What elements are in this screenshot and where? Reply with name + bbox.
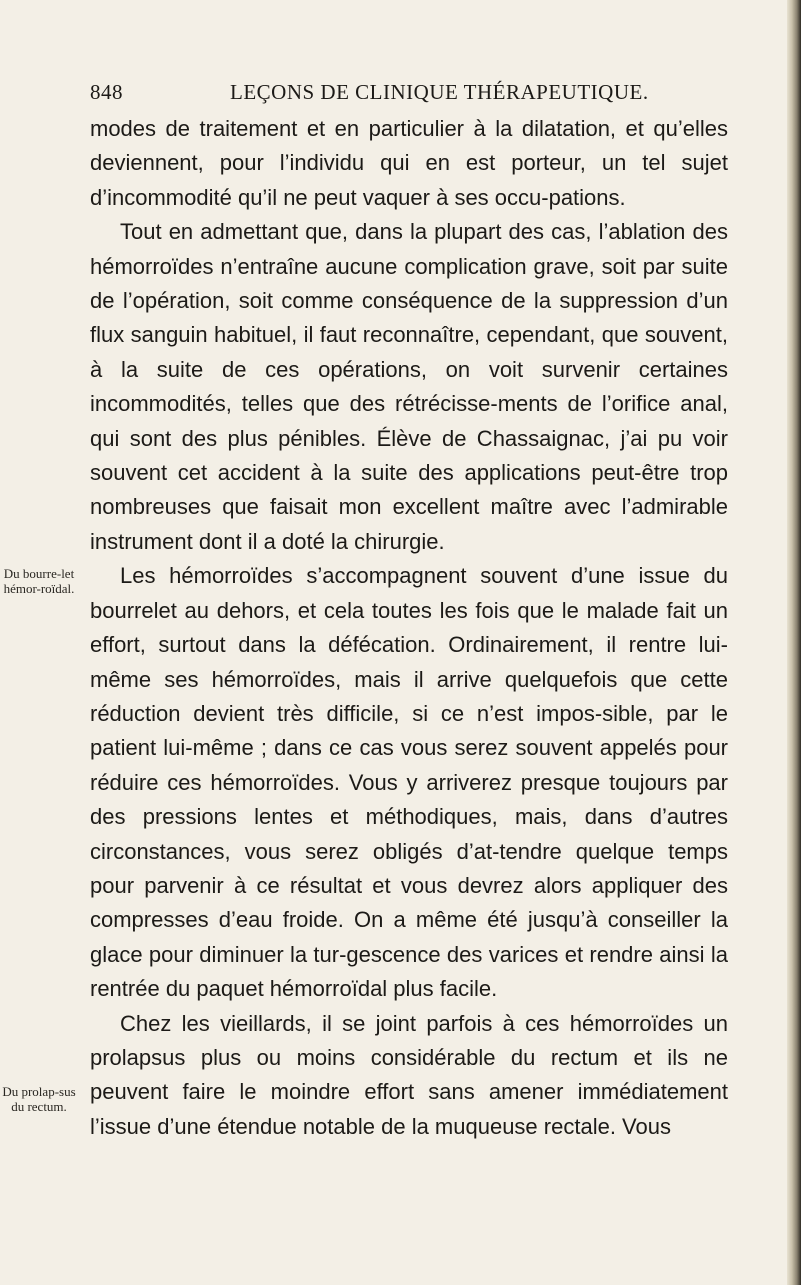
running-title: LEÇONS DE CLINIQUE THÉRAPEUTIQUE. bbox=[230, 80, 649, 104]
margin-note-prolapsus: Du prolap-sus du rectum. bbox=[2, 1084, 76, 1114]
paragraph: modes de traitement et en particulier à la dilatation, et qu’elles deviennent, pour l’individu qui en est porteur, un tel sujet d’incommodité qu’il ne peut vaquer à ses occu-pations. bbox=[90, 116, 728, 210]
page-edge-shadow bbox=[787, 0, 801, 1285]
paragraph: Tout en admettant que, dans la plupart des cas, l’ablation des hémorroïdes n’entraîne aucune complication grave, soit par suite de l’opération, soit comme conséquence de la suppression d’un flux sanguin habituel, il faut reconnaître, cependant, que souvent, à la suite de ces opérations, on voit survenir certaines incommodités, telles que des rétrécisse-ments de l’orifice anal, qui sont des plus pénibles. Élève de Chassaignac, j’ai pu voir souvent cet accident à la suite des applications peut-être trop nombreuses que faisait mon excellent maître avec l’admirable instrument dont il a doté la chirurgie. bbox=[90, 219, 728, 554]
page-number: 848 bbox=[90, 80, 123, 104]
margin-note-bourrelet: Du bourre-let hémor-roïdal. bbox=[3, 566, 75, 596]
body-text bbox=[90, 112, 728, 1144]
paragraph: Les hémorroïdes s’accompagnent souvent d’une issue du bourrelet au dehors, et cela toutes les fois que le malade fait un effort, surtout dans la défécation. Ordinairement, il rentre lui-même ses hémorroïdes, mais il arrive quelquefois que cette réduction devient très difficile, si ce n’est impos-sible, par le patient lui-même ; dans ce cas vous serez souvent appelés pour réduire ces hémorroïdes. Vous y arriverez presque toujours par des pressions lentes et méthodiques, mais, dans d’autres circonstances, vous serez obligés d’at-tendre quelque temps pour parvenir à ce résultat et vous devrez alors appliquer des compresses d’eau froide. On a même été jusqu’à conseiller la glace pour diminuer la tur-gescence des varices et rendre ainsi la rentrée du paquet hémorroïdal plus facile. bbox=[90, 563, 728, 1002]
paragraph: Chez les vieillards, il se joint parfois à ces hémorroïdes un prolapsus plus ou moins considérable du rectum et ils ne peuvent faire le moindre effort sans amener immédiatement l’issue d’une étendue notable de la muqueuse rectale. Vous bbox=[90, 1010, 728, 1139]
page-header bbox=[90, 80, 730, 116]
